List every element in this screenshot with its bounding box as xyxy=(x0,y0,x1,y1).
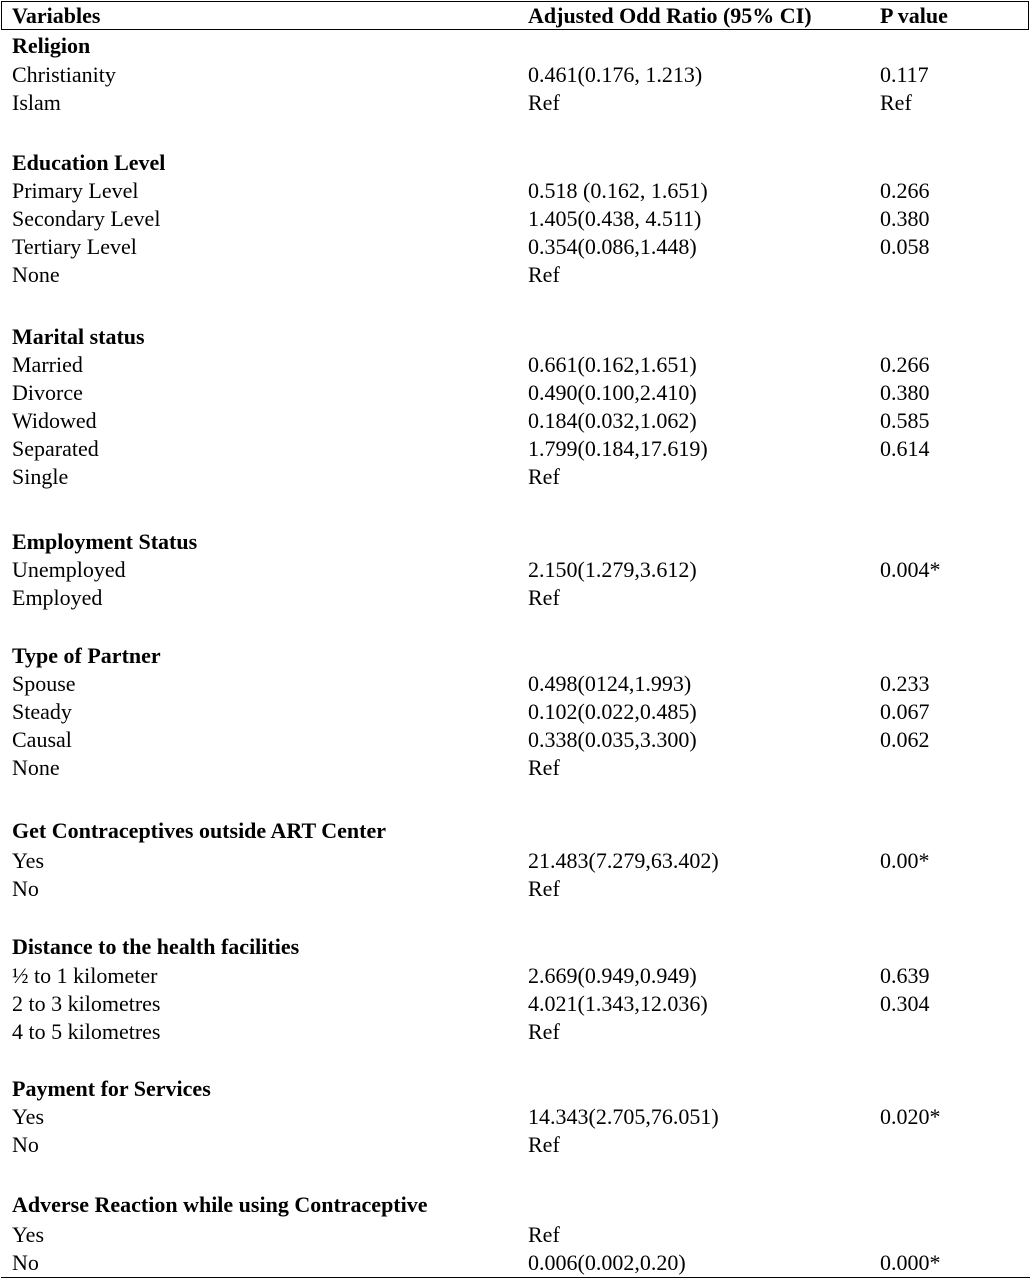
row-label: ½ to 1 kilometer xyxy=(12,963,158,988)
row-label: Causal xyxy=(12,727,72,752)
row-aor: 0.661(0.162,1.651) xyxy=(528,352,697,377)
row-label: No xyxy=(12,876,39,901)
group-title: Adverse Reaction while using Contraceptive xyxy=(12,1192,428,1217)
row-aor: Ref xyxy=(528,1019,560,1044)
row-p-value: 0.304 xyxy=(880,991,930,1016)
row-aor: 0.184(0.032,1.062) xyxy=(528,408,697,433)
row-label: Spouse xyxy=(12,671,76,696)
group-title: Distance to the health facilities xyxy=(12,934,300,959)
row-aor: 0.490(0.100,2.410) xyxy=(528,380,697,405)
row-p-value: 0.058 xyxy=(880,234,930,259)
header-adjusted-odd-ratio: Adjusted Odd Ratio (95% CI) xyxy=(528,3,812,28)
row-aor: 0.461(0.176, 1.213) xyxy=(528,62,703,87)
row-p-value: 0.639 xyxy=(880,963,930,988)
row-aor: 0.006(0.002,0.20) xyxy=(528,1250,686,1275)
row-aor: 0.338(0.035,3.300) xyxy=(528,727,697,752)
row-aor: Ref xyxy=(528,262,560,287)
group-title: Get Contraceptives outside ART Center xyxy=(12,818,386,843)
row-aor: 14.343(2.705,76.051) xyxy=(528,1104,719,1129)
row-label: No xyxy=(12,1250,39,1275)
row-aor: Ref xyxy=(528,464,560,489)
row-label: Unemployed xyxy=(12,557,126,582)
row-label: Yes xyxy=(12,1104,45,1129)
row-aor: Ref xyxy=(528,90,560,115)
row-p-value: 0.266 xyxy=(880,352,930,377)
header-border xyxy=(1,1,1029,30)
row-label: Yes xyxy=(12,1222,45,1247)
row-label: No xyxy=(12,1132,39,1157)
row-aor: 4.021(1.343,12.036) xyxy=(528,991,708,1016)
group-title: Religion xyxy=(12,33,91,58)
row-label: Yes xyxy=(12,848,45,873)
row-p-value: 0.380 xyxy=(880,206,930,231)
row-aor: Ref xyxy=(528,755,560,780)
row-p-value: 0.585 xyxy=(880,408,930,433)
row-label: Primary Level xyxy=(12,178,139,203)
group-title: Education Level xyxy=(12,150,166,175)
group-title: Type of Partner xyxy=(12,643,161,668)
row-label: Islam xyxy=(12,90,61,115)
row-label: Married xyxy=(12,352,83,377)
row-p-value: 0.614 xyxy=(880,436,930,461)
header-variables: Variables xyxy=(12,3,101,28)
row-aor: 2.150(1.279,3.612) xyxy=(528,557,697,582)
row-aor: Ref xyxy=(528,585,560,610)
row-aor: 21.483(7.279,63.402) xyxy=(528,848,719,873)
row-aor: Ref xyxy=(528,876,560,901)
row-label: None xyxy=(12,262,60,287)
row-p-value: 0.020* xyxy=(880,1104,941,1129)
table-bottom-rule xyxy=(1,1277,1030,1278)
row-label: Single xyxy=(12,464,69,489)
row-aor: 1.405(0.438, 4.511) xyxy=(528,206,702,231)
row-aor: 0.518 (0.162, 1.651) xyxy=(528,178,708,203)
group-title: Employment Status xyxy=(12,529,198,554)
row-p-value: 0.117 xyxy=(880,62,929,87)
row-aor: 1.799(0.184,17.619) xyxy=(528,436,708,461)
row-aor: Ref xyxy=(528,1132,560,1157)
row-p-value: 0.233 xyxy=(880,671,930,696)
row-aor: Ref xyxy=(528,1222,560,1247)
row-p-value: 0.00* xyxy=(880,848,930,873)
group-title: Payment for Services xyxy=(12,1076,211,1101)
row-label: Widowed xyxy=(12,408,97,433)
row-aor: 0.102(0.022,0.485) xyxy=(528,699,697,724)
row-label: Tertiary Level xyxy=(12,234,137,259)
row-label: Steady xyxy=(12,699,72,724)
row-label: Employed xyxy=(12,585,103,610)
row-aor: 2.669(0.949,0.949) xyxy=(528,963,697,988)
row-label: 2 to 3 kilometres xyxy=(12,991,161,1016)
row-label: 4 to 5 kilometres xyxy=(12,1019,161,1044)
group-title: Marital status xyxy=(12,324,145,349)
row-p-value: 0.266 xyxy=(880,178,930,203)
row-p-value: Ref xyxy=(880,90,912,115)
row-p-value: 0.000* xyxy=(880,1250,941,1275)
row-p-value: 0.062 xyxy=(880,727,930,752)
row-aor: 0.498(0124,1.993) xyxy=(528,671,692,696)
row-label: None xyxy=(12,755,60,780)
row-p-value: 0.067 xyxy=(880,699,930,724)
row-aor: 0.354(0.086,1.448) xyxy=(528,234,697,259)
row-p-value: 0.004* xyxy=(880,557,941,582)
header-p-value: P value xyxy=(880,3,948,28)
row-label: Christianity xyxy=(12,62,116,87)
row-label: Divorce xyxy=(12,380,83,405)
row-label: Secondary Level xyxy=(12,206,161,231)
row-label: Separated xyxy=(12,436,99,461)
row-p-value: 0.380 xyxy=(880,380,930,405)
